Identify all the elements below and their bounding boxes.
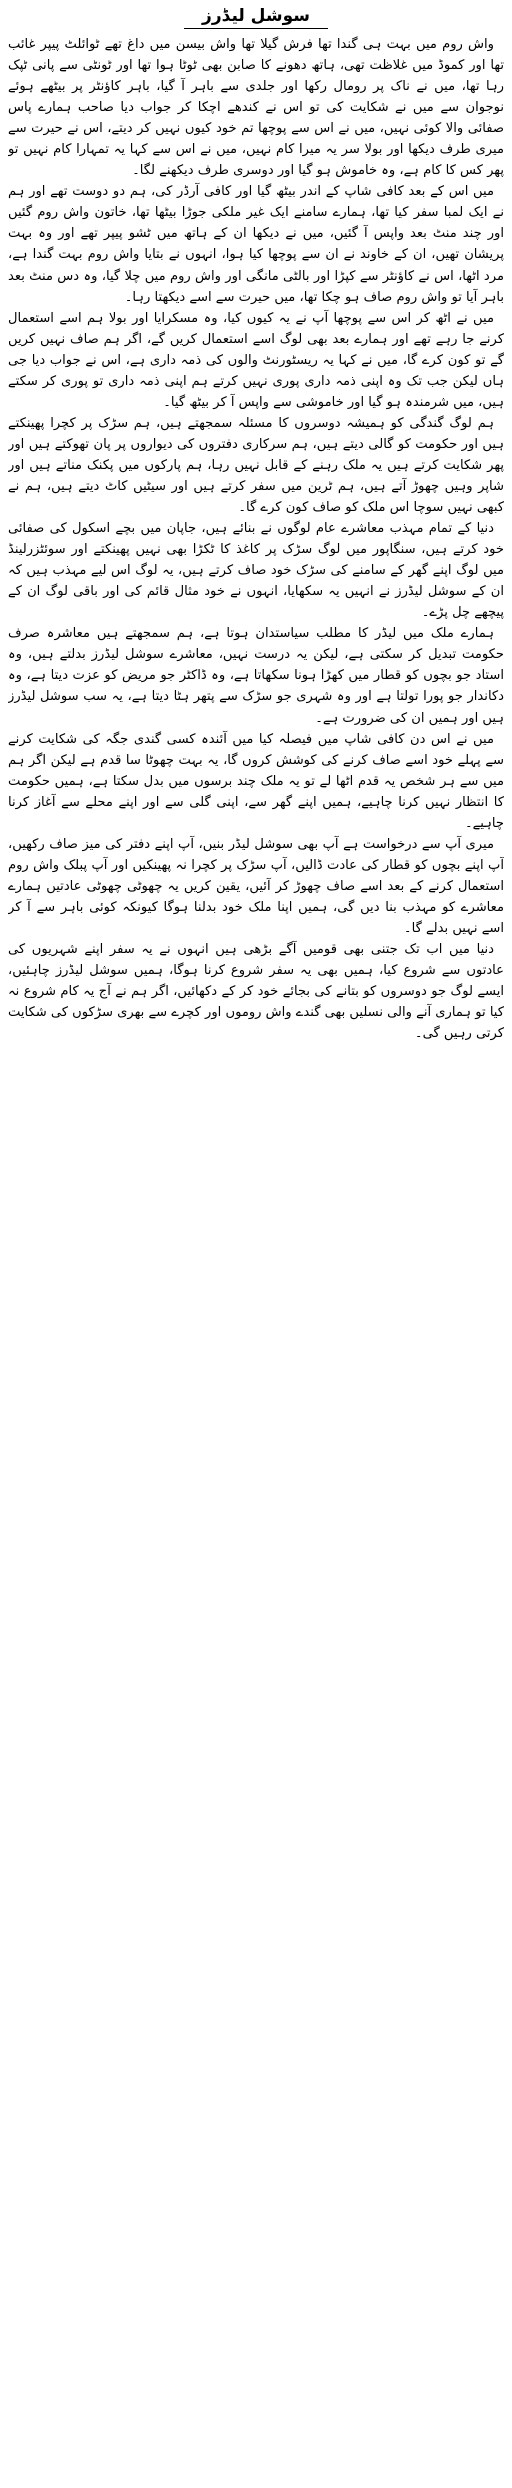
- paragraph: دنیا کے تمام مہذب معاشرے عام لوگوں نے بنائے ہیں، جاپان میں بچے اسکول کی صفائی خود کرتے ہیں، سنگاپور میں لوگ سڑک پر کاغذ کا ٹکڑا بھی نہیں پھینکتے اور سوئٹزرلینڈ میں لوگ اپنے گھر کے سامنے کی سڑک خود صاف کرتے ہیں، یہ لوگ اس لیے مہذب ہیں کہ ان کے سوشل لیڈرز نے انہیں یہ سکھایا، انہوں نے خود مثال قائم کی اور باقی لوگ ان کے پیچھے چل پڑے۔: [8, 521, 504, 621]
- paragraph: ہم لوگ گندگی کو ہمیشہ دوسروں کا مسئلہ سمجھتے ہیں، ہم سڑک پر کچرا پھینکتے ہیں اور حکومت کو گالی دیتے ہیں، ہم سرکاری دفتروں کی دیواروں پر پان تھوکتے ہیں اور پھر شکایت کرتے ہیں یہ ملک رہنے کے قابل نہیں رہا، ہم پارکوں میں پکنک مناتے ہیں اور شاپر وہیں چھوڑ آتے ہیں، ہم ٹرین میں سفر کرتے ہیں اور سیٹیں کاٹ دیتے ہیں، ہم نے کبھی نہیں سوچا اس ملک کو صاف کون کرے گا۔: [8, 415, 504, 516]
- paragraph: واش روم میں بہت ہی گندا تھا فرش گیلا تھا واش بیسن میں داغ تھے ٹوائلٹ پیپر غائب تھا اور کموڈ میں غلاظت تھی، ہاتھ دھونے کا صابن بھی ٹوٹا ہوا تھا اور ٹونٹی سے پانی ٹپک رہا تھا، میں نے ناک پر رومال رکھا اور جلدی سے باہر آ گیا، باہر کاؤنٹر پر بیٹھے ہوئے نوجوان سے میں نے شکایت کی تو اس نے کندھے اچکا کر جواب دیا صاحب ہمارے پاس صفائی والا کوئی نہیں، میں نے اس سے پوچھا تم خود کیوں نہیں کر دیتے، اس نے حیرت سے میری طرف دیکھا اور بولا سر یہ میرا کام نہیں، میں نے اس سے کہا یہ تمہارا کام نہیں تو پھر کس کا کام ہے، وہ خاموش ہو گیا اور دوسری طرف دیکھنے لگا۔: [8, 37, 504, 179]
- paragraph: میں نے اس دن کافی شاپ میں فیصلہ کیا میں آئندہ کسی گندی جگہ کی شکایت کرنے سے پہلے خود اسے صاف کرنے کی کوشش کروں گا، یہ بہت چھوٹا سا قدم ہے لیکن اگر ہم میں سے ہر شخص یہ قدم اٹھا لے تو یہ ملک چند برسوں میں بدل سکتا ہے، ہمیں حکومت کا انتظار نہیں کرنا چاہیے، ہمیں اپنے گھر سے، اپنی گلی سے اور اپنے محلے سے آغاز کرنا چاہیے۔: [8, 731, 504, 831]
- article-body: [8, 34, 504, 2474]
- paragraph: میں نے اٹھ کر اس سے پوچھا آپ نے یہ کیوں کیا، وہ مسکرایا اور بولا ہم اسے استعمال کرنے جا رہے تھے اور ہمارے بعد بھی لوگ اسے استعمال کریں گے، اگر ہم صاف نہیں کریں گے تو کون کرے گا، میں نے کہا یہ ریسٹورنٹ والوں کی ذمہ داری ہے، اس نے جواب دیا جی ہاں لیکن جب تک وہ اپنی ذمہ داری پوری نہیں کرتے ہم اپنی ذمہ داری تو پوری کر سکتے ہیں، میں شرمندہ ہو گیا اور خاموشی سے واپس آ کر بیٹھ گیا۔: [8, 310, 504, 410]
- paragraph: میری آپ سے درخواست ہے آپ بھی سوشل لیڈر بنیں، آپ اپنے دفتر کی میز صاف رکھیں، آپ اپنے بچوں کو قطار کی عادت ڈالیں، آپ سڑک پر کچرا نہ پھینکیں اور آپ پبلک واش روم استعمال کرنے کے بعد اسے صاف چھوڑ کر آئیں، یقین کریں یہ چھوٹی چھوٹی عادتیں ہمارے معاشرے کو مہذب بنا دیں گی، ہمیں اپنا ملک خود بدلنا ہوگا کیونکہ کوئی باہر سے آ کر اسے نہیں بدلے گا۔: [8, 836, 504, 936]
- paragraph: دنیا میں اب تک جتنی بھی قومیں آگے بڑھی ہیں انہوں نے یہ سفر اپنے شہریوں کی عادتوں سے شروع کیا، ہمیں بھی یہ سفر شروع کرنا ہوگا، ہمیں سوشل لیڈرز چاہئیں، ایسے لوگ جو دوسروں کو بتانے کی بجائے خود کر کے دکھائیں، اگر ہم نے آج یہ کام شروع نہ کیا تو ہماری آنے والی نسلیں بھی گندے واش روموں اور کچرے سے بھری سڑکوں کی شکایت کرتی رہیں گی۔: [8, 942, 504, 1042]
- paragraph: میں اس کے بعد کافی شاپ کے اندر بیٹھ گیا اور کافی آرڈر کی، ہم دو دوست تھے اور ہم نے ایک لمبا سفر کیا تھا، ہمارے سامنے ایک غیر ملکی جوڑا بیٹھا تھا، خاتون واش روم گئیں اور چند منٹ بعد واپس آ گئیں، میں نے دیکھا ان کے ہاتھ میں ٹشو پیپر تھے اور وہ بہت پریشان تھیں، ان کے خاوند نے ان سے پوچھا کیا ہوا، انہوں نے بتایا واش روم بہت گندا ہے، مرد اٹھا، اس نے کاؤنٹر سے کپڑا اور بالٹی مانگی اور واش روم میں چلا گیا، وہ دس منٹ بعد باہر آیا تو واش روم صاف ہو چکا تھا، میں حیرت سے اسے دیکھتا رہا۔: [8, 184, 504, 305]
- paragraph: ہمارے ملک میں لیڈر کا مطلب سیاستدان ہوتا ہے، ہم سمجھتے ہیں معاشرہ صرف حکومت تبدیل کر سکتی ہے، لیکن یہ درست نہیں، معاشرے سوشل لیڈرز بدلتے ہیں، وہ استاد جو بچوں کو قطار میں کھڑا ہونا سکھاتا ہے، وہ ڈاکٹر جو مریض کو عزت دیتا ہے، وہ دکاندار جو پورا تولتا ہے اور وہ شہری جو سڑک سے پتھر ہٹا دیتا ہے، یہ سب سوشل لیڈرز ہیں اور ہمیں ان کی ضرورت ہے۔: [8, 626, 504, 726]
- article-title: سوشل لیڈرز: [184, 6, 328, 29]
- title-area: [8, 0, 504, 34]
